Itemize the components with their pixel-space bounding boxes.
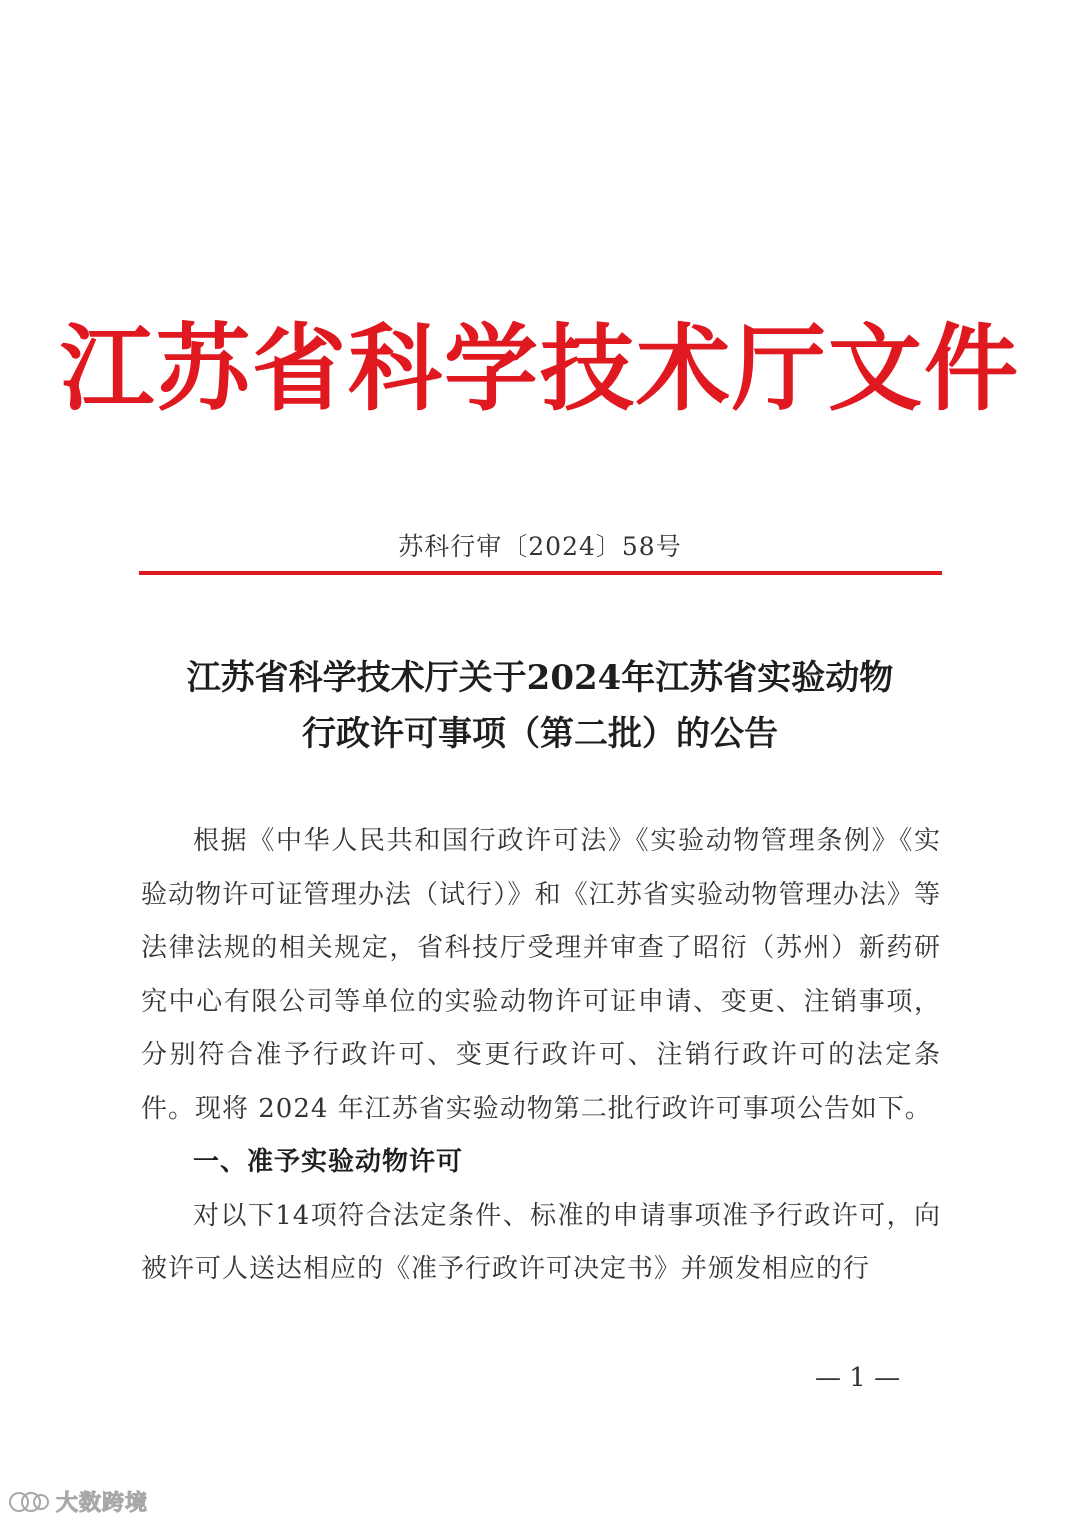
body-paragraph-1: 根据《中华人民共和国行政许可法》《实验动物管理条例》《实验动物许可证管理办法（试行）》和《江苏省实验动物管理办法》等法律法规的相关规定，省科技厅受理并审查了昭衍（苏州）新药研究中心有限公司等单位的实验动物许可证申请、变更、注销事项，分别符合准予行政许可、变更行政许可、注销行政许可的法定条件。现将 2024 年江苏省实验动物第二批行政许可事项公告如下。 bbox=[141, 826, 941, 1124]
document-header-title: 江苏省科学技术厅文件 bbox=[59, 315, 1020, 424]
notice-title-line-2: 行政许可事项（第二批）的公告 bbox=[302, 714, 778, 754]
document-number: 苏科行审〔2024〕58号 bbox=[398, 532, 682, 561]
notice-title bbox=[0, 650, 1080, 762]
page-number: — 1 — bbox=[815, 1363, 901, 1393]
body-paragraph-2: 对以下14项符合法定条件、标准的申请事项准予行政许可，向被许可人送达相应的《准予行政许可决定书》并颁发相应的行 bbox=[141, 1200, 941, 1284]
red-divider-line bbox=[139, 571, 942, 575]
watermark bbox=[8, 1486, 148, 1517]
notice-title-line-1: 江苏省科学技术厅关于2024年江苏省实验动物 bbox=[186, 658, 894, 698]
section-heading-1: 一、准予实验动物许可 bbox=[193, 1147, 464, 1177]
document-body bbox=[141, 815, 941, 1297]
chat-bubbles-logo-icon bbox=[8, 1488, 50, 1516]
watermark-text: 大数跨境 bbox=[56, 1491, 149, 1516]
